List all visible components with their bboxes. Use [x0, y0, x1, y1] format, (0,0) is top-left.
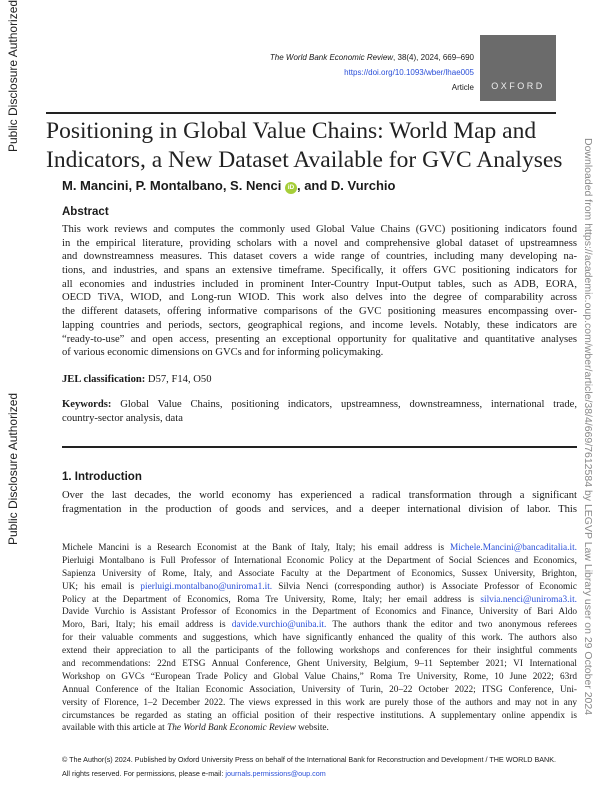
footnote-text: Policy at the Department of Economics, Roma Tre University, Rome, Italy; her email address is — [62, 594, 481, 605]
footnote-text: for their valuable comments and suggestions, which have significantly enhanced the quality of this work. The authors also — [62, 633, 577, 644]
public-disclosure-stamp-top: Public Disclosure Authorized — [6, 0, 20, 152]
authors-first: M. Mancini, P. Montalbano, S. Nenci — [62, 178, 282, 193]
abstract-line: all economies and industries included in prominent Inter-Country Input-Output tables, such as ADB, EORA, — [62, 278, 577, 290]
keywords-text: Global Value Chains, positioning indicators, upstreamness, downstreamness, international trade, — [111, 399, 577, 410]
footnote-line — [62, 632, 577, 645]
footnote-line — [62, 619, 577, 632]
footnote-text: Davide Vurchio is Assistant Professor of Economics in the Department of Economics and Finance, University of Bari Aldo — [62, 607, 577, 618]
public-disclosure-stamp-middle: Public Disclosure Authorized — [6, 392, 20, 545]
footnote-text: Pierluigi Montalbano is Full Professor of International Economic Policy at the Department of Social Sciences and Economics, — [62, 555, 577, 566]
footnote-text: available with this article at — [62, 723, 168, 734]
footnote-line — [62, 684, 577, 697]
footnote-text: Sapienza University of Rome, Italy, and Associate Faculty at the Department of Economics, Sussex University, Brighton, — [62, 568, 577, 579]
abstract-line: of various economic dimensions on GVCs and for informing policymaking. — [62, 347, 384, 359]
article-type: Article — [451, 83, 474, 92]
footnote-line — [62, 671, 577, 684]
permissions-line — [62, 767, 582, 781]
citation-details: , 38(4), 2024, 669–690 — [393, 53, 474, 62]
footnote-text: Workshop on GVCs “European Trade Policy and Global Value Chains,” Roma Tre University, Rome, 10 June 2022; 63rd — [62, 671, 577, 682]
footnote-line — [62, 594, 577, 607]
introduction-heading: 1. Introduction — [62, 471, 142, 483]
permissions-text: All rights reserved. For permissions, please e-mail: — [62, 768, 226, 778]
footnote-text: Michele Mancini is a Research Economist at the Bank of Italy, Italy; his email address is — [62, 543, 450, 553]
keywords — [62, 398, 577, 425]
journal-name-italic: The World Bank Economic Review — [167, 723, 296, 734]
footnote-line — [62, 697, 577, 710]
journal-citation — [270, 50, 474, 65]
intro-line: Over the last decades, the world economy has experienced a radical transformation through a significant — [62, 490, 577, 501]
footnote-line — [62, 568, 577, 581]
abstract-line: tions, and industries, and spans an extensive timeframe. Specifically, it offers GVC positioning indicators for — [62, 265, 577, 277]
doi-link[interactable]: https://doi.org/10.1093/wber/lhae005 — [344, 68, 474, 77]
footnote-text: Silvia Nenci (corresponding author) is Associate Professor of Economic — [272, 581, 577, 592]
footnote-text: UK; his email is — [62, 581, 141, 592]
keywords-label: Keywords: — [62, 399, 112, 410]
jel-codes: D57, F14, O50 — [145, 374, 212, 385]
abstract-divider — [62, 446, 577, 448]
paper-title: Positioning in Global Value Chains: World Map and Indicators, a New Dataset Available for GVC Analyses — [46, 118, 563, 173]
orcid-icon[interactable]: iD — [285, 182, 297, 194]
authors-last: , and D. Vurchio — [296, 178, 396, 193]
journal-name: The World Bank Economic Review — [269, 53, 394, 62]
download-watermark: Downloaded from https://academic.oup.com/wber/article/38/4/669/7612584 by LEGVP Law Library user on 29 October 2024 — [582, 138, 594, 716]
footnote-text: extend their appreciation to all the participants of the following workshops and conferences for their insightful comments — [62, 646, 577, 657]
footnote-text: The authors thank the editor and two anonymous referees — [326, 620, 577, 631]
footnote-line — [62, 542, 577, 555]
abstract-line: OECD TiVA, WIOD, and Long-run WIOD. This work also delves into the degree of comparability across — [62, 292, 577, 304]
oxford-logo: OXFORD — [480, 35, 556, 101]
footnote-line — [62, 722, 577, 735]
abstract-line: the different datasets, offering informative comparisons of the GVC positioning measures encompassing over- — [62, 306, 577, 318]
footnote-text: website. — [295, 723, 329, 734]
copyright-notice — [62, 753, 582, 780]
footnote-text: circumstances be regarded as stating an official position of their respective institutions. A supplementary online appendix is — [62, 710, 577, 721]
author-list — [62, 178, 395, 194]
email-link[interactable]: Michele.Mancini@bancaditalia.it. — [449, 543, 577, 553]
abstract-line: in the empirical literature, providing scholars with a novel and comprehensive global dataset of upstreamness — [62, 237, 577, 249]
introduction-body — [62, 489, 577, 516]
abstract-line: and downstreamness measures. This dataset covers a wide range of countries, including many developing na- — [62, 251, 577, 263]
footnote-line — [62, 581, 577, 594]
footnote-text: Moro, Bari, Italy; his email address is — [62, 620, 232, 631]
author-footnote — [62, 542, 577, 735]
footnote-line — [62, 606, 577, 619]
email-link[interactable]: pierluigi.montalbano@uniroma1.it. — [140, 581, 273, 592]
footnote-line — [62, 555, 577, 568]
intro-line: fragmentation in the production of goods and services, and a deeper international division of labor. This — [62, 503, 577, 515]
footnote-line — [62, 658, 577, 671]
header-divider — [46, 112, 556, 114]
footnote-text: versity of Florence, 1–2 December 2022. The views expressed in this work are purely those of the authors and may not in any — [62, 697, 577, 708]
permissions-email-link[interactable]: journals.permissions@oup.com — [225, 768, 326, 778]
footnote-text: Annual Conference of the Italian Economic Association, University of Turin, 20–22 October 2022; ITSG Conference, Uni- — [62, 684, 577, 695]
jel-classification — [62, 374, 577, 385]
keywords-line — [62, 398, 577, 412]
copyright-line: © The Author(s) 2024. Published by Oxford University Press on behalf of the International Bank for Reconstruction and Development / THE WORLD BANK. — [62, 755, 557, 764]
abstract-line: lapping countries and periods, sectors, geographical regions, and income levels. Notably, these indicators are — [62, 319, 577, 331]
email-link[interactable]: davide.vurchio@uniba.it. — [231, 620, 327, 631]
keywords-line: country-sector analysis, data — [62, 412, 183, 424]
email-link[interactable]: silvia.nenci@uniroma3.it. — [480, 594, 577, 605]
footnote-text: and recommendations: 22nd ETSG Annual Conference, Ghent University, Belgium, 9–11 September 2021; VI International — [62, 659, 577, 670]
abstract-body — [62, 223, 577, 360]
jel-label: JEL classification: — [62, 374, 146, 385]
footnote-line — [62, 710, 577, 723]
abstract-line: “ready-to-use” and open access, presenting an exceptional opportunity for qualitative and quantitative analyses — [62, 333, 577, 345]
abstract-heading: Abstract — [62, 206, 109, 218]
abstract-line: This work reviews and computes the commonly used Global Value Chains (GVC) positioning indicators found — [62, 224, 577, 235]
footnote-line — [62, 645, 577, 658]
